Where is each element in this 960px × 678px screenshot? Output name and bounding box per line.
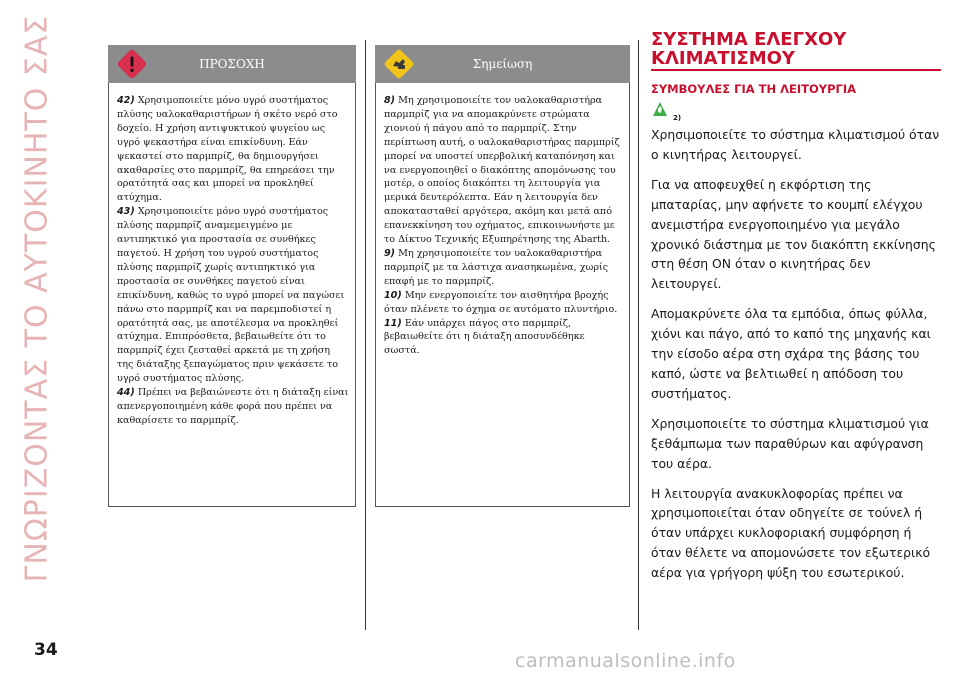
note-box-title: Σημείωση [472, 57, 533, 71]
warning-item-text: Χρησιμοποιείτε μόνο υγρό συστήματος πλύσης υαλοκαθαριστήρων ή σκέτο νερό στο δοχείο. Η χρήση αντιψυκτικού ψυγείου ως υγρό ψεκαστήρα είναι επικίνδυνη. Εάν ψεκαστεί στο παρμπρίζ, θα δημιουργήσει ακαθαρσίες στο παρμπρίζ, θα επηρεάσει την ορατότητά σας και μπορεί να προκληθεί ατύχημα. [117, 95, 338, 204]
warning-box-header [108, 45, 356, 83]
warning-box [108, 45, 356, 507]
column-divider-right [638, 40, 639, 630]
warning-item [117, 94, 349, 205]
note-item-text: Μη χρησιμοποιείτε τον υαλοκαθαριστήρα παρμπρίζ με τα λάστιχα ανασηκωμένα, χωρίς επαφή με το παρμπρίζ. [384, 247, 609, 287]
section-paragraph: Χρησιμοποιείτε το σύστημα κλιματισμού όταν ο κινητήρας λειτουργεί. [651, 127, 940, 162]
eco-leaf-icon [651, 100, 669, 122]
note-item [384, 94, 623, 247]
note-box [375, 45, 630, 507]
note-hand-icon [375, 45, 423, 83]
watermark: carmanualsonline.info [515, 650, 736, 672]
section-title: ΣΥΣΤΗΜΑ ΕΛΕΓΧΟΥ ΚΛΙΜΑΤΙΣΜΟΥ [651, 29, 847, 69]
section-paragraph: Απομακρύνετε όλα τα εμπόδια, όπως φύλλα, χιόνι και πάγο, από το καπό της μηχανής και την είσοδο αέρα στη σχάρα της βάσης του καπό, ώστε να βελτιωθεί η απόδοση του συστήματος. [651, 306, 931, 401]
note-item-text: Μην ενεργοποιείτε τον αισθητήρα βροχής όταν πλένετε το όχημα σε αυτόματο πλυντήριο. [384, 289, 618, 315]
side-chapter-title [14, 14, 60, 582]
note-item [384, 289, 623, 317]
note-item-number: 9) [384, 247, 396, 259]
warning-box-body [117, 94, 349, 428]
note-item-number: 8) [384, 95, 396, 106]
warning-item-text: Πρέπει να βεβαιώνεστε ότι η διάταξη είναι απενεργοποιημένη κάθε φορά που πρέπει να καθαρίσετε το παρμπρίζ. [117, 387, 349, 426]
side-chapter-title-text: ΓΝΩΡΙΖΟΝΤΑΣ ΤΟ ΑΥΤΟΚΙΝΗΤΟ ΣΑΣ [19, 14, 55, 582]
note-box-body [384, 94, 623, 358]
note-item-text: Μη χρησιμοποιείτε τον υαλοκαθαριστήρα παρμπρίζ για να απομακρύνετε στρώματα χιονιού ή πάγου από το παρμπρίζ. Στην περίπτωση αυτή, ο υαλοκαθαριστήρας παρμπρίζ μπορεί να υποστεί υπερβολική καταπόνηση και να ενεργοποιηθεί ο διακόπτης απομόνωσης του μοτέρ, ο οποίος διακόπτει τη λειτουργία για μερικά δευτερόλεπτα. Εάν η λειτουργία δεν αποκατασταθεί αργότερα, ακόμη και μετά από επανεκκίνηση του οχήματος, επικοινωνήστε με το Δίκτυο Τεχνικής Εξυπηρέτησης της Abarth. [384, 95, 620, 246]
section-subtitle: ΣΥΜΒΟΥΛΕΣ ΓΙΑ ΤΗ ΛΕΙΤΟΥΡΓΙΑ [651, 82, 857, 96]
note-box-header [375, 45, 630, 83]
note-item [384, 317, 623, 359]
warning-item-text: Χρησιμοποιείτε μόνο υγρό συστήματος πλύσης παρμπρίζ αναμεμειγμένο με αντιπηκτικό για προστασία σε συνθήκες παγετού. Η χρήση του υγρού συστήματος πλύσης παρμπρίζ χωρίς αντιπηκτικό για προστασία σε συνθήκες παγετού είναι επικίνδυνη, καθώς το υγρό μπορεί να παγώσει πάνω στο παρμπρίζ και να παρεμποδιστεί η ορατότητά σας, με αποτέλεσμα να προκληθεί ατύχημα. Επιπρόσθετα, βεβαιωθείτε ότι το παρμπρίζ έχει ζεσταθεί αρκετά με τη χρήση της διάταξης ξεπαγώματος πριν ψεκάσετε το υγρό συστήματος πλύσης. [117, 206, 345, 385]
note-item-text: Εάν υπάρχει πάγος στο παρμπρίζ, βεβαιωθείτε ότι η διάταξη αποσυνδέθηκε σωστά. [384, 317, 585, 357]
note-reference [651, 100, 681, 122]
section-title-rule [651, 69, 941, 71]
warning-box-title: ΠΡΟΣΟΧΗ [199, 57, 265, 71]
note-item-number: 11) [384, 317, 402, 329]
section-paragraph: Χρησιμοποιείτε το σύστημα κλιματισμού για ξεθάμπωμα των παραθύρων και αφύγρανση του αέρα. [651, 415, 929, 471]
warning-item-number: 42) [117, 95, 135, 106]
note-item [384, 247, 623, 289]
warning-exclamation-icon [108, 45, 156, 83]
warning-item-number: 43) [117, 206, 135, 218]
section-paragraph: Για να αποφευχθεί η εκφόρτιση της μπαταρίας, μην αφήνετε το κουμπί ελέγχου ανεμιστήρα ενεργοποιημένο για μεγάλο χρονικό διάστημα με τον διακόπτη εκκίνησης στη θέση ON όταν ο κινητήρας δεν λειτουργεί. [651, 176, 936, 292]
note-item-number: 10) [384, 289, 402, 301]
note-reference-number: 2) [673, 114, 682, 122]
warning-item-number: 44) [117, 387, 135, 399]
warning-item [117, 386, 349, 428]
section-paragraph: Η λειτουργία ανακυκλοφορίας πρέπει να χρησιμοποιείται όταν οδηγείτε σε τούνελ ή όταν υπάρχει κυκλοφοριακή συμφόρηση ή όταν θέλετε να απομονώσετε τον εξωτερικό αέρα για γρήγορη ψύξη του εσωτερικού. [651, 485, 931, 581]
section-body [651, 125, 941, 593]
page-number: 34 [34, 640, 58, 660]
warning-item [117, 205, 349, 386]
column-divider-left [365, 40, 366, 630]
